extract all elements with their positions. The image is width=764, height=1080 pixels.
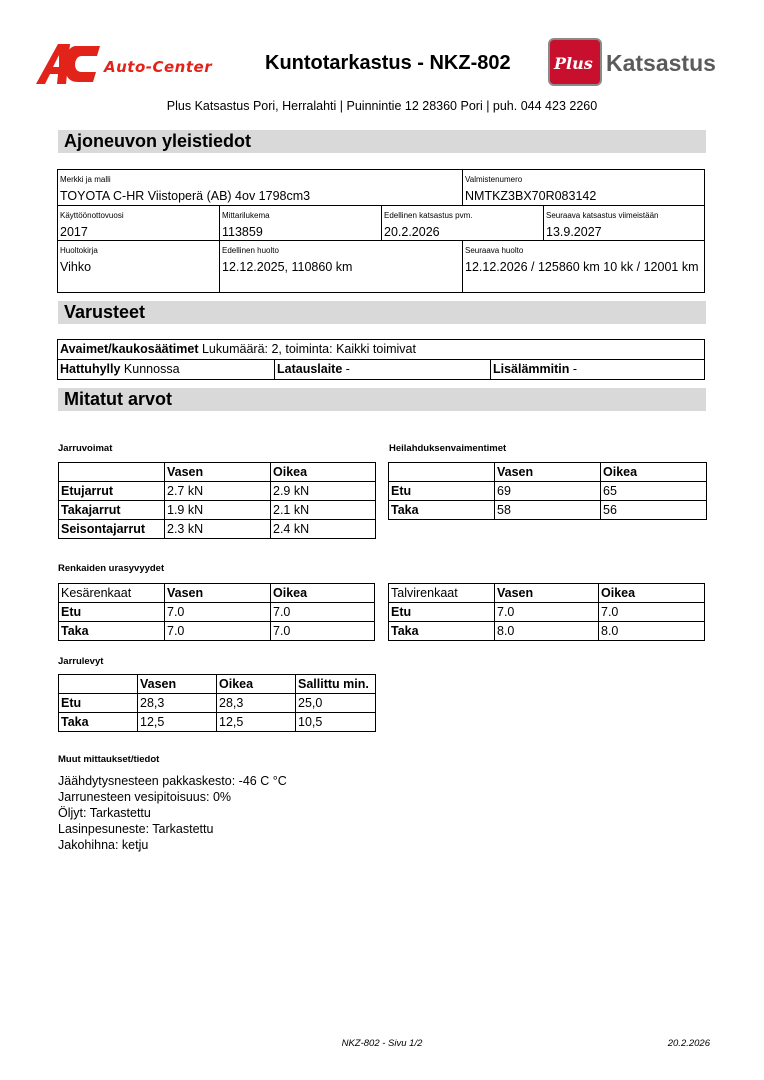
header-cell: Vasen <box>165 584 271 603</box>
value-cell: 58 <box>495 501 601 520</box>
header-cell: Sallittu min. <box>296 675 376 694</box>
hat-shelf-label: Hattuhylly <box>60 362 121 376</box>
vehicle-make-cell <box>57 169 463 206</box>
table-row <box>59 520 376 539</box>
keys-value: Lukumäärä: 2, toiminta: Kaikki toimivat <box>201 342 416 356</box>
list-item: Öljyt: Tarkastettu <box>58 806 151 820</box>
previous-service-label: Edellinen huolto <box>222 246 279 255</box>
value-cell: 28,3 <box>217 694 296 713</box>
header-cell: Vasen <box>138 675 217 694</box>
keys-label: Avaimet/kaukosäätimet <box>60 342 199 356</box>
shock-absorber-title: Heilahduksenvaimentimet <box>389 443 507 454</box>
list-item: Jarrunesteen vesipitoisuus: 0% <box>58 790 232 804</box>
charger-value: - <box>345 362 350 376</box>
make-label: Merkki ja malli <box>60 175 111 184</box>
make-value: TOYOTA C-HR Viistoperä (AB) 4ov 1798cm3 <box>60 189 311 203</box>
header-cell: Kesärenkaat <box>59 584 165 603</box>
value-cell: 56 <box>601 501 707 520</box>
brake-discs-title: Jarrulevyt <box>58 656 104 667</box>
keys-row <box>57 339 705 360</box>
row-label: Etu <box>59 694 138 713</box>
list-item: Lasinpesuneste: Tarkastettu <box>58 822 214 836</box>
table-row <box>389 482 707 501</box>
table-header-row <box>59 463 376 482</box>
other-measurements-list <box>58 773 287 853</box>
value-cell: 12,5 <box>138 713 217 732</box>
section-heading-vehicle: Ajoneuvon yleistiedot <box>58 130 706 153</box>
section-heading-measured: Mitatut arvot <box>58 388 706 411</box>
value-cell: 7.0 <box>599 603 705 622</box>
next-inspection-value: 13.9.2027 <box>546 225 602 239</box>
value-cell: 2.3 kN <box>165 520 271 539</box>
header-cell: Vasen <box>495 584 599 603</box>
heater-value: - <box>572 362 578 376</box>
odometer-label: Mittarilukema <box>222 211 270 220</box>
table-row <box>59 622 375 641</box>
row-label: Seisontajarrut <box>59 520 165 539</box>
year-value: 2017 <box>60 225 88 239</box>
table-row <box>389 622 705 641</box>
heater-label: Lisälämmitin <box>493 362 570 376</box>
value-cell: 7.0 <box>165 622 271 641</box>
value-cell: 2.1 kN <box>271 501 376 520</box>
row-label: Etu <box>59 603 165 622</box>
header-cell <box>59 675 138 694</box>
next-inspection-cell <box>543 205 705 241</box>
row-label: Taka <box>59 713 138 732</box>
row-label: Takajarrut <box>59 501 165 520</box>
table-row <box>389 603 705 622</box>
table-row <box>59 603 375 622</box>
table-header-row <box>59 584 375 603</box>
brake-discs-table <box>58 674 376 732</box>
table-row <box>389 501 707 520</box>
vehicle-year-cell <box>57 205 220 241</box>
vin-label: Valmistenumero <box>465 175 523 184</box>
vehicle-vin-cell <box>462 169 705 206</box>
vin-value: NMTKZ3BX70R083142 <box>465 189 597 203</box>
section-heading-equipment: Varusteet <box>58 301 706 324</box>
value-cell: 7.0 <box>165 603 271 622</box>
value-cell: 2.9 kN <box>271 482 376 501</box>
value-cell: 69 <box>495 482 601 501</box>
hat-shelf-value: Kunnossa <box>123 362 180 376</box>
heater-cell <box>490 359 705 380</box>
value-cell: 2.7 kN <box>165 482 271 501</box>
plus-badge-icon <box>548 38 602 86</box>
document-title: Kuntotarkastus - NKZ-802 <box>265 52 511 74</box>
value-cell: 65 <box>601 482 707 501</box>
table-header-row <box>59 675 376 694</box>
value-cell: 1.9 kN <box>165 501 271 520</box>
footer-date: 20.2.2026 <box>667 1038 710 1049</box>
row-label: Etu <box>389 482 495 501</box>
table-header-row <box>389 463 707 482</box>
table-row <box>59 501 376 520</box>
value-cell: 7.0 <box>271 603 375 622</box>
value-cell: 25,0 <box>296 694 376 713</box>
header-cell: Oikea <box>217 675 296 694</box>
row-label: Taka <box>59 622 165 641</box>
row-label: Etujarrut <box>59 482 165 501</box>
service-book-value: Vihko <box>60 260 92 274</box>
hat-shelf-cell <box>57 359 275 380</box>
row-label: Taka <box>389 501 495 520</box>
previous-inspection-value: 20.2.2026 <box>384 225 440 239</box>
table-row <box>59 694 376 713</box>
previous-inspection-cell <box>381 205 544 241</box>
charger-cell <box>274 359 491 380</box>
header-cell: Vasen <box>495 463 601 482</box>
table-row <box>59 713 376 732</box>
plus-katsastus-logo <box>548 38 730 88</box>
brake-force-title: Jarruvoimat <box>58 443 113 454</box>
value-cell: 28,3 <box>138 694 217 713</box>
summer-tyres-table <box>58 583 375 641</box>
auto-center-wordmark: Auto-Center <box>104 58 213 76</box>
shock-absorber-table <box>388 462 707 520</box>
auto-center-logo <box>36 44 226 86</box>
value-cell: 8.0 <box>599 622 705 641</box>
auto-center-mark-icon <box>36 44 102 84</box>
row-label: Etu <box>389 603 495 622</box>
plus-badge-text: Plus <box>554 54 593 73</box>
next-service-value: 12.12.2026 / 125860 km 10 kk / 12001 km <box>465 260 699 274</box>
value-cell: 12,5 <box>217 713 296 732</box>
service-book-label: Huoltokirja <box>60 246 98 255</box>
value-cell: 10,5 <box>296 713 376 732</box>
value-cell: 8.0 <box>495 622 599 641</box>
list-item: Jäähdytysnesteen pakkaskesto: -46 C °C <box>58 774 287 788</box>
previous-service-value: 12.12.2025, 110860 km <box>222 260 353 274</box>
header-cell: Oikea <box>599 584 705 603</box>
next-inspection-label: Seuraava katsastus viimeistään <box>546 211 659 220</box>
service-book-cell <box>57 240 220 293</box>
value-cell: 7.0 <box>495 603 599 622</box>
value-cell: 2.4 kN <box>271 520 376 539</box>
next-service-cell <box>462 240 705 293</box>
page-number: NKZ-802 - Sivu 1/2 <box>341 1038 423 1049</box>
brake-force-table <box>58 462 376 539</box>
header-cell: Oikea <box>271 463 376 482</box>
list-item: Jakohihna: ketju <box>58 838 149 852</box>
row-label: Taka <box>389 622 495 641</box>
winter-tyres-table <box>388 583 705 641</box>
header-cell: Vasen <box>165 463 271 482</box>
tread-depth-title: Renkaiden urasyvyydet <box>58 563 165 574</box>
vehicle-odometer-cell <box>219 205 382 241</box>
table-header-row <box>389 584 705 603</box>
year-label: Käyttöönottovuosi <box>60 211 124 220</box>
header-cell <box>59 463 165 482</box>
odometer-value: 113859 <box>222 225 263 239</box>
header-cell: Oikea <box>271 584 375 603</box>
station-address: Plus Katsastus Pori, Herralahti | Puinnintie 12 28360 Pori | puh. 044 423 2260 <box>166 99 598 113</box>
header-cell: Oikea <box>601 463 707 482</box>
header-cell: Talvirenkaat <box>389 584 495 603</box>
next-service-label: Seuraava huolto <box>465 246 524 255</box>
value-cell: 7.0 <box>271 622 375 641</box>
previous-inspection-label: Edellinen katsastus pvm. <box>384 211 473 220</box>
other-measurements-title: Muut mittaukset/tiedot <box>58 754 160 765</box>
previous-service-cell <box>219 240 463 293</box>
charger-label: Latauslaite <box>277 362 343 376</box>
header-cell <box>389 463 495 482</box>
table-row <box>59 482 376 501</box>
katsastus-wordmark: Katsastus <box>606 50 716 76</box>
